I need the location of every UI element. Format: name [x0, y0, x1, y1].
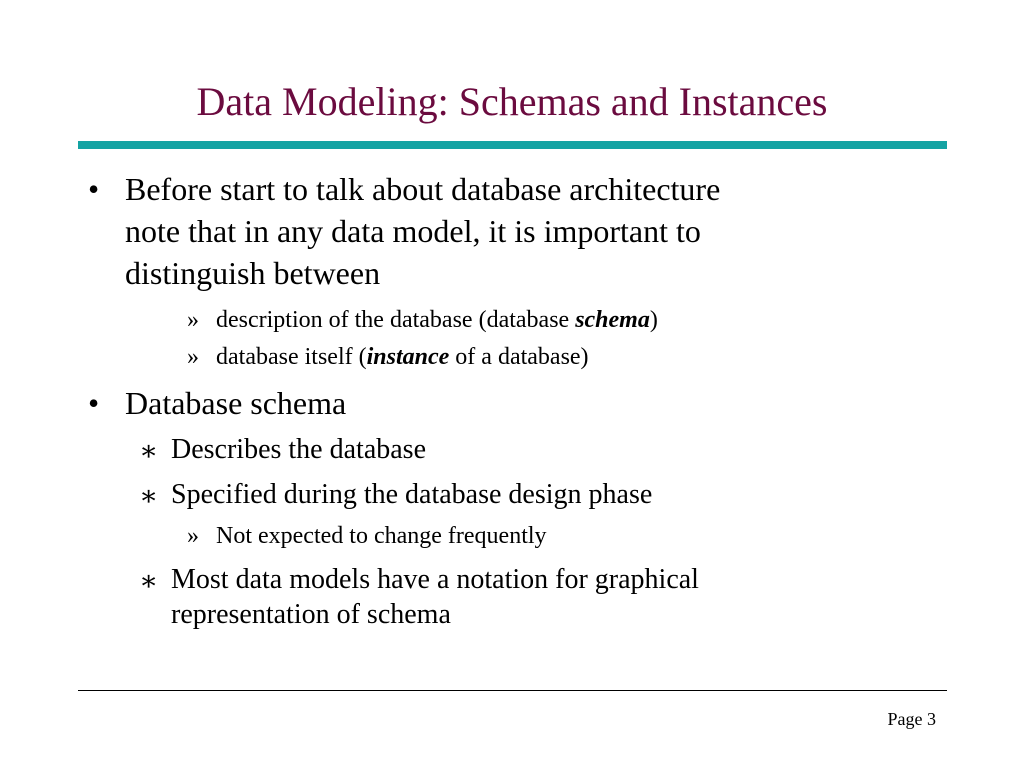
sub-bullet-marker: ∗ — [139, 566, 159, 597]
sub-bullet-text — [216, 343, 589, 371]
sub-bullet-marker: ∗ — [139, 481, 159, 512]
text-segment: of a database) — [449, 344, 589, 370]
text-segment: ) — [649, 307, 658, 333]
slide-title: Data Modeling: Schemas and Instances — [196, 79, 828, 124]
page-number: Page 3 — [887, 709, 936, 729]
sub-bullet-marker: » — [187, 307, 199, 333]
text-segment: database itself ( — [216, 344, 367, 370]
bullet-marker: • — [88, 171, 100, 207]
sub-sub-bullet-marker: » — [187, 523, 199, 549]
sub-bullet-text-continued: representation of schema — [171, 599, 451, 630]
footer-divider — [78, 690, 947, 691]
bullet-marker: • — [88, 385, 100, 421]
sub-sub-bullet-text: Not expected to change frequently — [216, 523, 547, 549]
sub-bullet-text: Specified during the database design phase — [171, 479, 653, 510]
sub-bullet-text: Describes the database — [171, 434, 426, 465]
bullet-text: Database schema — [125, 385, 347, 421]
sub-bullet-marker: » — [187, 344, 199, 370]
emphasis-instance: instance — [366, 344, 450, 370]
sub-bullet-marker: ∗ — [139, 436, 159, 467]
text-segment: description of the database (database — [216, 307, 576, 333]
emphasis-schema: schema — [575, 307, 650, 333]
sub-bullet-text: Most data models have a notation for graphical — [171, 564, 699, 595]
bullet-text: Before start to talk about database architecture — [125, 171, 721, 207]
sub-bullet-text — [216, 306, 658, 334]
bullet-text-continued: note that in any data model, it is important to — [125, 213, 701, 249]
bullet-text-continued: distinguish between — [125, 255, 381, 291]
